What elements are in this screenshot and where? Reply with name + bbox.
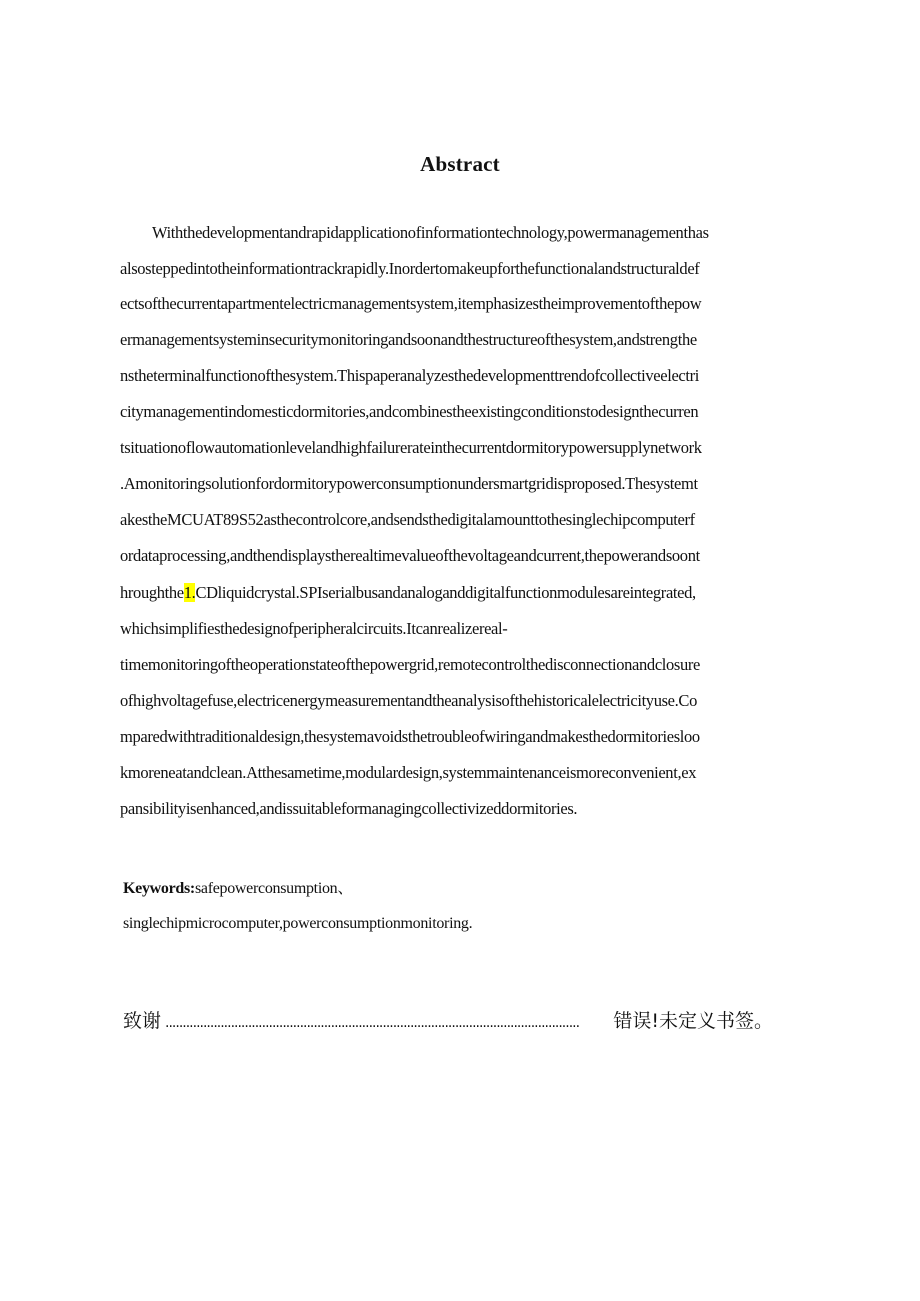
keywords-label: Keywords: [123, 880, 195, 897]
abstract-line-11 [120, 578, 810, 608]
abstract-line-10: ordataprocessing,andthendisplaystherealtimevalueofthevoltageandcurrent,thepowerandsoont [120, 546, 700, 565]
highlighted-text: 1. [183, 583, 196, 602]
abstract-line-15: mparedwithtraditionaldesign,thesystemavoidsthetroubleofwiringandmakesthedormitoriesloo [120, 727, 700, 746]
abstract-line-2: alsosteppedintotheinformationtrackrapidly.Inordertomakeupforthefunctionalandstructuraldef [120, 259, 700, 278]
abstract-line-14: ofhighvoltagefuse,electricenergymeasurementandtheanalysisofthehistoricalelectricityuse.Co [120, 691, 697, 710]
keywords-line-2: singlechipmicrocomputer,powerconsumptionmonitoring. [123, 915, 473, 932]
abstract-line-11-start: hroughthe [120, 583, 184, 602]
abstract-line-5: nstheterminalfunctionofthesystem.Thispaperanalyzesthedevelopmenttrendofcollectiveelectri [120, 366, 700, 385]
abstract-line-11-end: CDliquidcrystal.SPIserialbusandanaloganddigitalfunctionmodulesareintegrated, [195, 583, 696, 602]
page-title: Abstract [420, 152, 500, 176]
toc-leader-dots: ........................................................................................................................ [165, 1015, 580, 1031]
abstract-line-7: tsituationoflowautomationlevelandhighfailurerateinthecurrentdormitorypowersupplynetwork [120, 438, 702, 457]
abstract-line-9: akestheMCUAT89S52asthecontrolcore,andsendsthedigitalamounttothesinglechipcomputerf [120, 510, 695, 529]
toc-label: 致谢 [123, 1010, 162, 1032]
toc-entry[interactable] [123, 1006, 773, 1033]
abstract-line-17: pansibilityisenhanced,andissuitableformanagingcollectivizeddormitories. [120, 799, 578, 818]
abstract-line-8: .Amonitoringsolutionfordormitorypowerconsumptionundersmartgridisproposed.Thesystemt [120, 474, 698, 493]
keywords-line-1 [123, 875, 353, 898]
abstract-line-4: ermanagementsysteminsecuritymonitoringandsoonandthestructureofthesystem,andstrengthe [120, 330, 697, 349]
abstract-line-13: timemonitoringoftheoperationstateofthepowergrid,remotecontrolthedisconnectionandclosure [120, 655, 701, 674]
abstract-line-12: whichsimplifiesthedesignofperipheralcircuits.Itcanrealizereal- [120, 619, 508, 638]
toc-error-text: 错误!未定义书签。 [613, 1010, 773, 1032]
abstract-line-3: ectsofthecurrentapartmentelectricmanagementsystem,itemphasizestheimprovementofthepow [120, 294, 702, 313]
abstract-line-6: citymanagementindomesticdormitories,andcombinestheexistingconditionstodesignthecurren [120, 402, 699, 421]
keywords-text-1: safepowerconsumption、 [194, 880, 354, 897]
abstract-line-16: kmoreneatandclean.Atthesametime,modulardesign,systemmaintenanceismoreconvenient,ex [120, 763, 697, 782]
abstract-line-1: Withthedevelopmentandrapidapplicationofinformationtechnology,powermanagementhas [152, 223, 709, 242]
